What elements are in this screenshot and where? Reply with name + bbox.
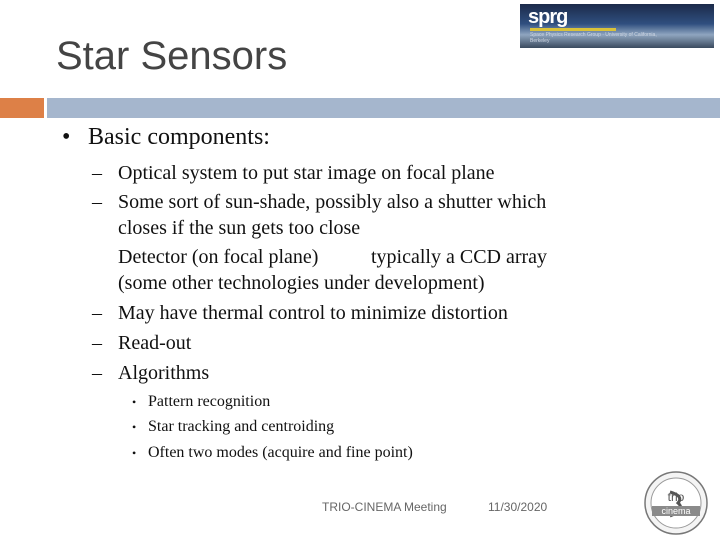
footer-event: TRIO-CINEMA Meeting [322,500,447,514]
slide-title: Star Sensors [56,34,288,78]
dash-marker: – [92,332,102,354]
dash-marker: – [92,191,102,213]
item-text: Optical system to put star image on focal plane [118,162,495,184]
item-text: Detector (on focal plane) [118,246,319,268]
item-text-detector-type: typically a CCD array [371,246,548,268]
seal-text-trio: trio [667,490,685,504]
dash-marker: – [92,362,102,384]
sprg-logo-subtitle: Space Physics Research Group · University of California, Berkeley [530,32,657,44]
subitem-text: Often two modes (acquire and fine point) [148,444,413,461]
bullet-dot: • [132,446,137,460]
item-text: Read-out [118,332,192,354]
dash-marker: – [92,302,102,324]
dash-marker: – [92,162,102,184]
item-text: closes if the sun gets too close [118,217,361,239]
subitem-text: Star tracking and centroiding [148,418,335,435]
bullet-dot: • [132,420,137,434]
subitem-text: Pattern recognition [148,393,271,410]
footer-date: 11/30/2020 [488,500,548,514]
bullet-dot: • [132,395,137,409]
item-text: May have thermal control to minimize distortion [118,302,508,324]
bullet-dot: • [62,124,71,150]
bullet-heading: Basic components: [88,124,270,150]
item-text: Algorithms [118,362,210,384]
trio-cinema-seal [640,470,712,536]
item-text: Some sort of sun-shade, possibly also a shutter which [118,191,547,213]
sprg-logo-text: sprg [528,6,568,28]
item-text: (some other technologies under development) [118,272,485,294]
seal-text-cinema: cinema [661,506,691,516]
